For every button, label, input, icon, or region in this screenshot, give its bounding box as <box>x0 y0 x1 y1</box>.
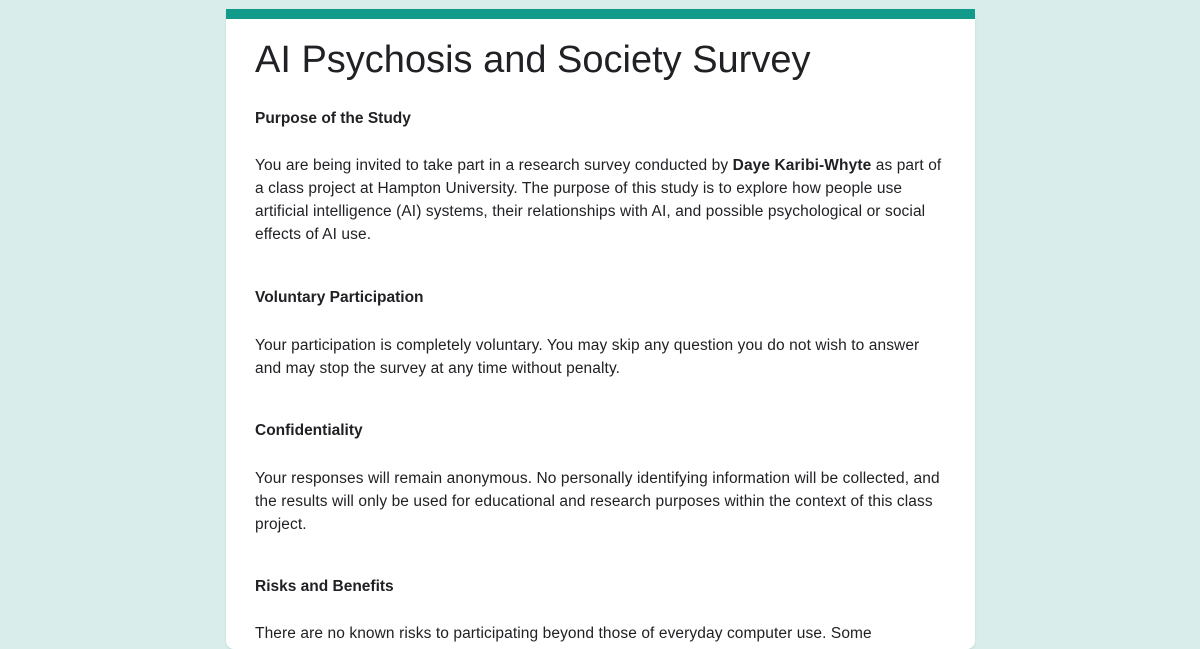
form-title: AI Psychosis and Society Survey <box>255 39 811 81</box>
researcher-name: Daye Karibi-Whyte <box>732 157 872 174</box>
form-card <box>226 9 975 649</box>
section-text-risks: There are no known risks to participating beyond those of everyday computer use. Some <box>255 625 872 642</box>
purpose-text-start: You are being invited to take part in a research survey conducted by <box>255 157 733 174</box>
section-heading-confidentiality: Confidentiality <box>255 422 363 439</box>
section-text-purpose <box>255 154 945 246</box>
section-text-confidentiality: Your responses will remain anonymous. No personally identifying information will be collected, and the results will only be used for educational and research purposes within the context of this class project. <box>255 470 940 533</box>
purpose-text-end: as part of a class project at Hampton University. The purpose of this study is to explore how people use artificial intelligence (AI) systems, their relationships with AI, and possible psychological or social effects of AI use. <box>255 157 942 243</box>
section-heading-purpose: Purpose of the Study <box>255 110 411 127</box>
form-description <box>255 39 945 645</box>
section-heading-risks: Risks and Benefits <box>255 578 394 595</box>
section-text-voluntary: Your participation is completely voluntary. You may skip any question you do not wish to answer and may stop the survey at any time without penalty. <box>255 337 920 377</box>
form-accent-bar <box>226 9 975 19</box>
section-heading-voluntary: Voluntary Participation <box>255 289 424 306</box>
